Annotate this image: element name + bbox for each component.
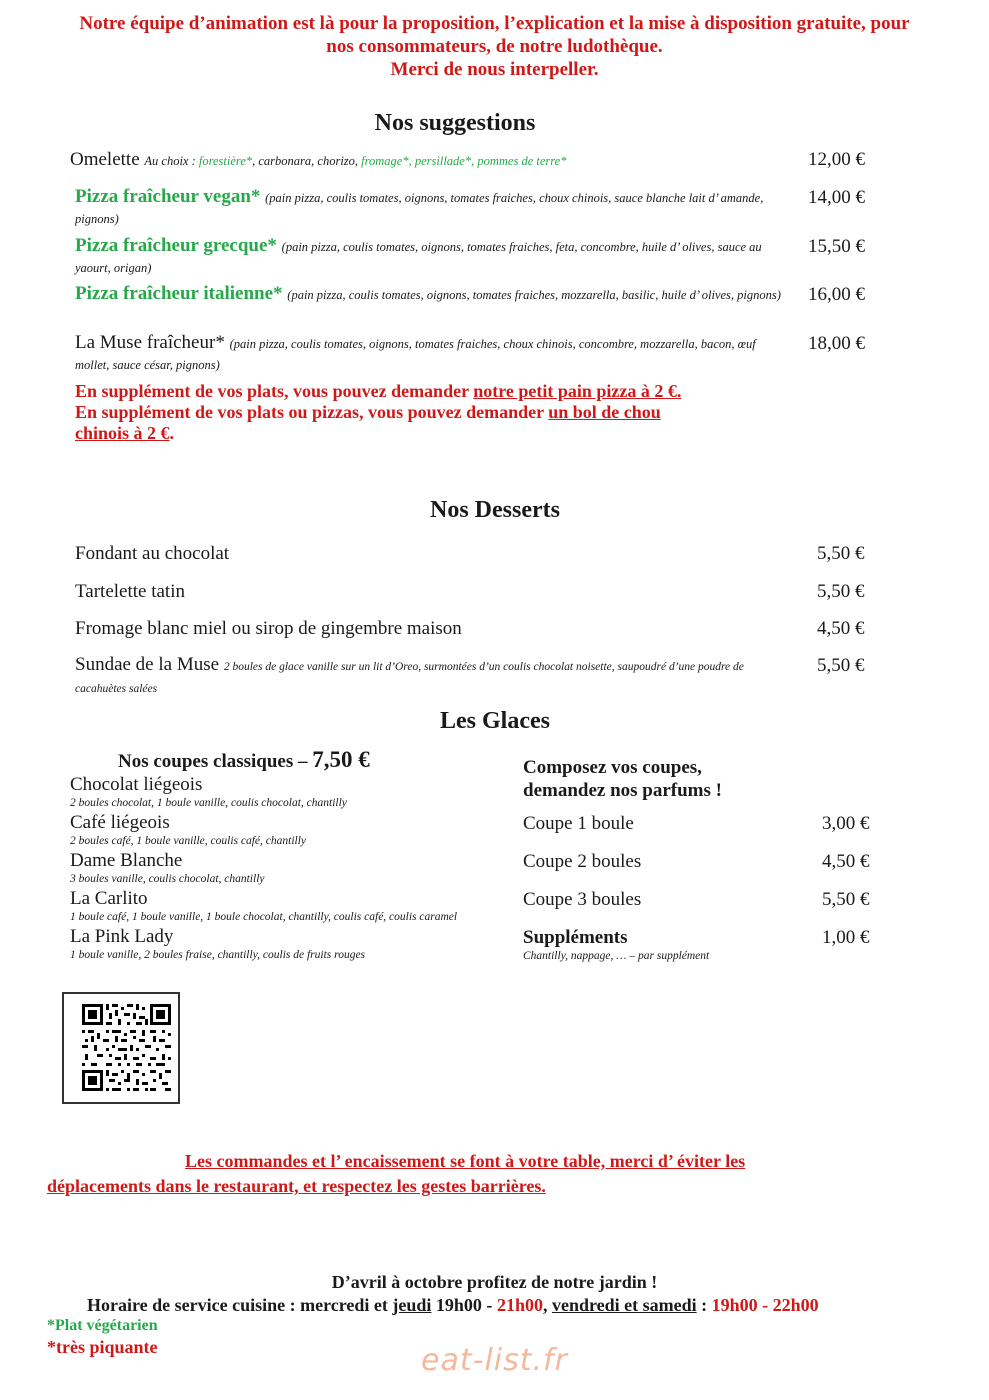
dish-price: 16,00 € (808, 284, 865, 305)
dish-name: Pizza fraîcheur italienne* (75, 283, 283, 304)
supp-pain-text: En supplément de vos plats, vous pouvez demander (75, 381, 474, 401)
classic-cup (70, 812, 520, 850)
omelette-sep: , (408, 154, 412, 168)
supp-chou-end: . (169, 423, 175, 443)
omelette-option-persillade: persillade* (414, 154, 472, 168)
dish-price: 14,00 € (808, 187, 865, 208)
desserts-title: Nos Desserts (430, 497, 560, 523)
classic-cups-label: Nos coupes classiques – (118, 751, 308, 772)
compose-line-2: demandez nos parfums ! (523, 780, 722, 801)
cup-name: Chocolat liégeois (70, 774, 203, 795)
coupe-price: 5,50 € (822, 889, 870, 910)
omelette-option-pommes: pommes de terre* (477, 154, 567, 168)
dish-desc: (pain pizza, coulis tomates, oignons, tomates fraiches, feta, concombre, huile d’ olives, sauce au yaourt, origan) (75, 240, 762, 275)
hours-time-2: 19h00 - 22h00 (711, 1295, 819, 1315)
cup-name: Café liégeois (70, 812, 170, 833)
classic-cup (70, 850, 520, 888)
classic-cup (70, 774, 520, 812)
dish-name: La Muse fraîcheur* (75, 332, 225, 353)
dessert-price: 5,50 € (817, 543, 865, 564)
cup-desc: 2 boules café, 1 boule vanille, coulis café, chantilly (70, 835, 307, 847)
dish-desc: (pain pizza, coulis tomates, oignons, tomates fraiches, choux chinois, concombre, mozzarella, bacon, œuf mollet, sauce césar, pignons) (75, 337, 756, 372)
intro-line-1: Notre équipe d’animation est là pour la proposition, l’explication et la mise à disposition gratuite, pour (79, 13, 910, 34)
dessert-item: Fromage blanc miel ou sirop de gingembre maison (75, 618, 462, 639)
qr-code-icon (64, 994, 178, 1102)
supp-pain-link: notre petit pain pizza à 2 €. (473, 381, 682, 401)
classic-cup (70, 926, 520, 964)
omelette-name: Omelette (70, 149, 140, 170)
classic-cups-list (70, 774, 520, 964)
omelette-option-plain: , carbonara, chorizo, (252, 154, 359, 168)
dessert-price: 4,50 € (817, 618, 865, 639)
hours-colon: : (696, 1295, 712, 1315)
dish-pizza-vegan (75, 187, 785, 229)
hours-time-1a: 19h00 - (431, 1295, 497, 1315)
omelette-price: 12,00 € (808, 149, 865, 170)
cup-desc: 1 boule café, 1 boule vanille, 1 boule chocolat, chantilly, coulis café, coulis caramel (70, 911, 458, 923)
qr-code[interactable] (62, 992, 180, 1104)
notice-line-2: déplacements dans le restaurant, et respectez les gestes barrières. (47, 1176, 546, 1196)
supplements-price: 1,00 € (822, 927, 870, 948)
omelette-option-fromage: fromage* (361, 154, 409, 168)
coupe-name: Coupe 3 boules (523, 889, 642, 910)
legend-vegetarian: *Plat végétarien (47, 1317, 158, 1334)
notice-line-1: Les commandes et l’ encaissement se font à votre table, merci d’ éviter les (185, 1151, 746, 1171)
garden-notice: D’avril à octobre profitez de notre jardin ! (331, 1272, 658, 1292)
hours-sep: , (542, 1295, 552, 1315)
cup-desc: 3 boules vanille, coulis chocolat, chantilly (70, 873, 265, 885)
intro-line-2: nos consommateurs, de notre ludothèque. (326, 36, 663, 57)
supplements-name: Suppléments (523, 927, 628, 948)
classic-cups-price: 7,50 € (312, 747, 370, 772)
dessert-item: Fondant au chocolat (75, 543, 230, 564)
dish-desc: (pain pizza, coulis tomates, oignons, tomates fraiches, choux chinois, sauce blanche lait d’ amande, pignons) (75, 191, 764, 226)
omelette-item (70, 149, 790, 171)
classic-cup (70, 888, 520, 926)
hours-label: Horaire de service cuisine : mercredi et (87, 1295, 393, 1315)
cup-desc: 1 boule vanille, 2 boules fraise, chantilly, coulis de fruits rouges (70, 949, 366, 961)
supp-chou-text: En supplément de vos plats ou pizzas, vous pouvez demander (75, 402, 549, 422)
supp-chou-link-2: chinois à 2 € (75, 423, 170, 443)
compose-line-1: Composez vos coupes, (523, 757, 702, 778)
dessert-name: Sundae de la Muse (75, 654, 220, 675)
dish-desc: (pain pizza, coulis tomates, oignons, tomates fraiches, mozzarella, basilic, huile d’ olives, pignons) (287, 288, 781, 302)
supp-chou-link: un bol de chou (548, 402, 661, 422)
cup-name: La Carlito (70, 888, 148, 909)
dessert-price: 5,50 € (817, 581, 865, 602)
coupe-price: 3,00 € (822, 813, 870, 834)
hours-jeudi: jeudi (392, 1295, 432, 1315)
dessert-price: 5,50 € (817, 655, 865, 676)
dish-name: Pizza fraîcheur vegan* (75, 186, 261, 207)
dish-price: 15,50 € (808, 236, 865, 257)
coupe-name: Coupe 1 boule (523, 813, 634, 834)
supplement-notes (75, 381, 795, 444)
dish-pizza-italienne (75, 284, 785, 305)
dish-la-muse (75, 333, 785, 375)
supplements-desc: Chantilly, nappage, … – par supplément (523, 950, 710, 962)
compose-title (523, 756, 722, 802)
classic-cups-title (118, 747, 370, 773)
cup-name: La Pink Lady (70, 926, 174, 947)
dessert-item: Tartelette tatin (75, 581, 185, 602)
watermark-logo: eat-list.fr (421, 1343, 568, 1378)
supplements-item (523, 927, 709, 964)
cup-name: Dame Blanche (70, 850, 183, 871)
dish-pizza-grecque (75, 236, 785, 278)
dessert-desc: 2 boules de glace vanille sur un lit d’Oreo, surmontées d’un coulis chocolat noisette, saupoudré d’une poudre de cacahuètes salées (75, 661, 744, 695)
omelette-option-forestiere: forestière* (198, 154, 253, 168)
coupe-price: 4,50 € (822, 851, 870, 872)
service-hours (87, 1295, 819, 1316)
omelette-sep-2: , (471, 154, 475, 168)
legend-spicy: *très piquante (47, 1337, 158, 1357)
dish-name: Pizza fraîcheur grecque* (75, 235, 277, 256)
dessert-sundae (75, 655, 787, 699)
omelette-choice-label: Au choix : (144, 154, 196, 168)
coupe-name: Coupe 2 boules (523, 851, 642, 872)
glaces-title: Les Glaces (440, 708, 550, 734)
cup-desc: 2 boules chocolat, 1 boule vanille, coulis chocolat, chantilly (70, 797, 347, 809)
hours-days-2: vendredi et samedi (551, 1295, 697, 1315)
hours-time-1b: 21h00 (496, 1295, 543, 1315)
intro-notice (40, 12, 949, 81)
suggestions-title: Nos suggestions (374, 110, 536, 136)
intro-line-3: Merci de nous interpeller. (390, 59, 599, 80)
dish-price: 18,00 € (808, 333, 865, 354)
